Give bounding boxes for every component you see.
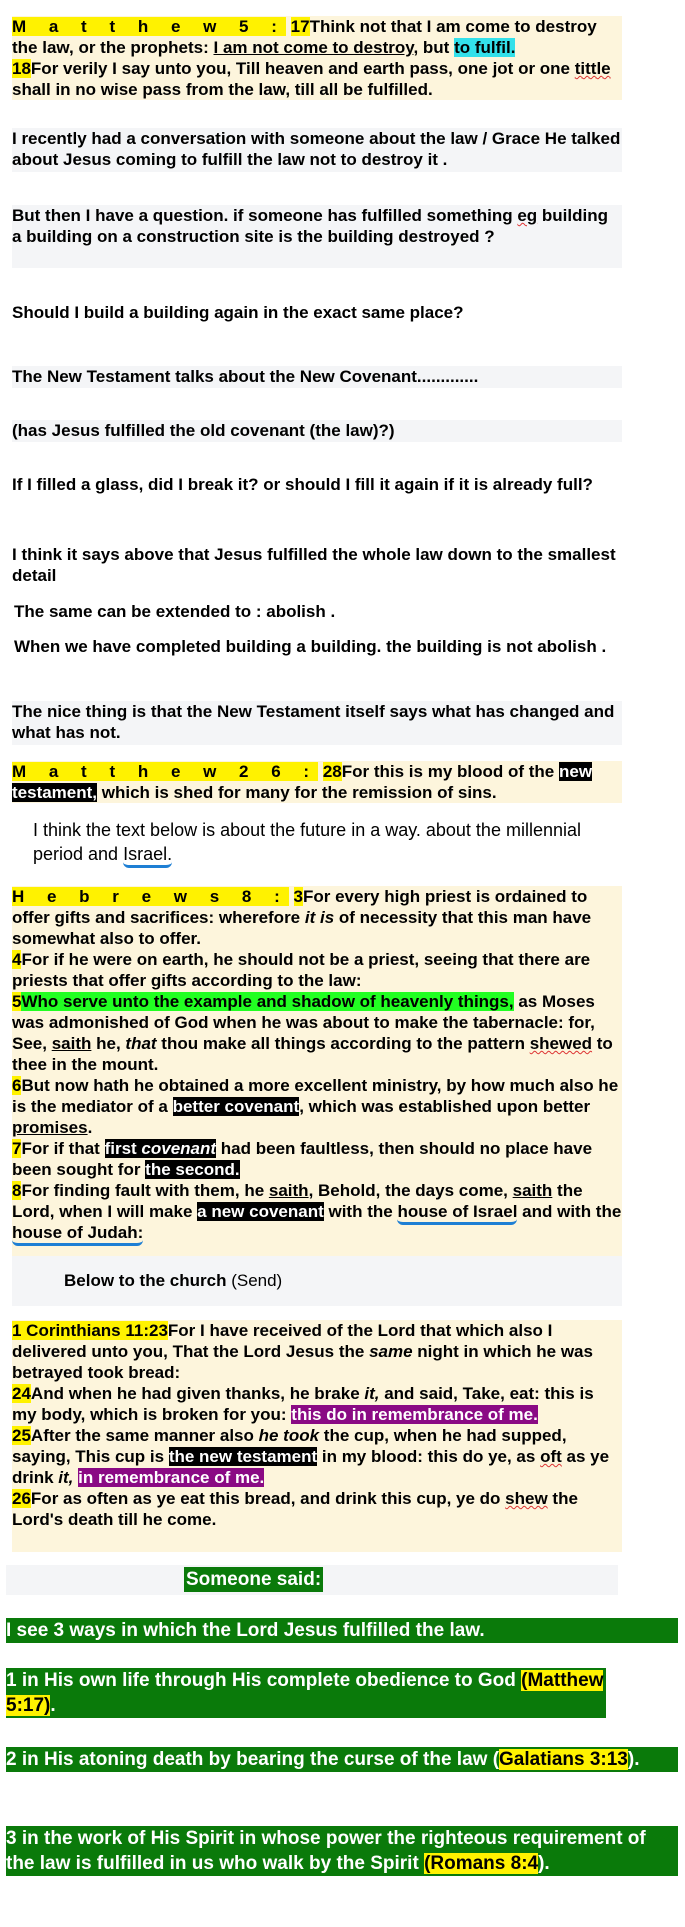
paragraph-conversation: I recently had a conversation with someone about the law / Grace He talked about Jesus coming to fulfill the law not to destroy it . xyxy=(12,128,622,172)
verse-text: in my blood: this do ye, as xyxy=(317,1447,541,1466)
verse-text: and with the xyxy=(517,1202,622,1221)
verse-italic: he took xyxy=(258,1426,320,1445)
verse-italic: that xyxy=(125,1034,157,1053)
green-text: ). xyxy=(627,1749,640,1770)
paragraph-text: building a building on a construction site is the building destroyed ? xyxy=(12,206,609,246)
verse-underlined: saith xyxy=(268,1181,309,1200)
verse-number: 3 xyxy=(293,887,303,906)
verse-underlined: saith xyxy=(512,1181,553,1200)
verse-text: shall in no wise pass from the law, till all be fulfilled. xyxy=(12,80,433,99)
verse-number: 18 xyxy=(12,59,31,78)
verse-number: 5 xyxy=(12,992,22,1011)
verse-number: 6 xyxy=(12,1076,22,1095)
someone-said-label: Someone said: xyxy=(186,1569,322,1590)
church-heading: Below to the church xyxy=(64,1271,227,1290)
highlight-new-covenant: a new covenant xyxy=(197,1202,324,1221)
highlight-new-testament: new testament, xyxy=(12,762,593,802)
green-text: 3 in the work of His Spirit in whose power the righteous requirement of the law is fulfilled in us who walk by the Spirit xyxy=(6,1828,646,1874)
verse-number: 26 xyxy=(12,1489,31,1508)
green-ref: (Romans 8:4 xyxy=(424,1853,539,1874)
verse-text: . xyxy=(87,1118,93,1137)
spelling-word: eg xyxy=(517,206,538,225)
verse-text: the Lord's death till he come. xyxy=(12,1489,578,1529)
verse-ref-hebrews-8: H e b r e w s 8 : xyxy=(12,887,289,906)
green-ref: Galatians 3:13 xyxy=(499,1749,628,1770)
green-line-1: I see 3 ways in which the Lord Jesus fulfilled the law. xyxy=(6,1618,678,1643)
verse-number: 7 xyxy=(12,1139,22,1158)
paragraph-smallest-detail: I think it says above that Jesus fulfilled the whole law down to the smallest detail xyxy=(12,545,616,585)
verse-text: of necessity that this man have somewhat also to offer. xyxy=(12,908,592,948)
spelling-word: shewed xyxy=(529,1034,593,1053)
verse-number: 24 xyxy=(12,1384,31,1403)
verse-underlined: saith xyxy=(51,1034,92,1053)
verse-text: For verily I say unto you, Till heaven and earth pass, one jot or one xyxy=(30,59,575,78)
paragraph-nice-thing: The nice thing is that the New Testament itself says what has changed and what has not. xyxy=(12,701,622,745)
green-ref: (Matthew 5:17) xyxy=(6,1670,604,1716)
verse-ref-corinthians-11: 1 Corinthians 11: xyxy=(12,1321,149,1340)
verse-underlined: promises xyxy=(12,1118,88,1137)
verse-text: night in which he was betrayed took bread: xyxy=(12,1342,593,1382)
verse-number: 4 xyxy=(12,950,22,969)
spelling-word: tittle xyxy=(574,59,611,78)
paragraph-abolish: The same can be extended to : abolish . xyxy=(14,602,336,621)
verse-text: he, xyxy=(91,1034,126,1053)
green-line-4 xyxy=(6,1826,678,1876)
highlight-remembrance: this do in remembrance of me. xyxy=(291,1405,538,1424)
verse-text: For if he were on earth, he should not be a priest, seeing that there are priests that offer gifts according to the law: xyxy=(12,950,591,990)
verse-text: as Moses was admonished of God when he was about to make the tabernacle: for, See, xyxy=(12,992,595,1053)
highlight-covenant: covenant xyxy=(141,1139,217,1158)
church-section xyxy=(12,1256,622,1306)
green-line-2 xyxy=(6,1668,606,1718)
green-text: 1 in His own life through His complete obedience to God xyxy=(6,1670,522,1691)
green-line-3 xyxy=(6,1747,678,1772)
verse-text: After the same manner also xyxy=(30,1426,259,1445)
verse-number: 28 xyxy=(322,762,342,781)
verse-text: But now hath he obtained a more excellent ministry, by how much also he is the mediator of a xyxy=(12,1076,619,1116)
note-israel: Israel. xyxy=(123,844,172,868)
verse-text: to thee in the mount. xyxy=(12,1034,613,1074)
verse-text: with the xyxy=(323,1202,398,1221)
verse-text: , which was established upon better xyxy=(299,1097,591,1116)
highlight-to-fulfil: to fulfil. xyxy=(454,38,516,57)
highlight-example-shadow: Who serve unto the example and shadow of heavenly things, xyxy=(21,992,514,1011)
verse-text: For as often as ye eat this bread, and drink this cup, ye do xyxy=(30,1489,506,1508)
verse-ref-matthew-5: M a t t h e w 5 : xyxy=(12,17,286,36)
verse-italic: it, xyxy=(58,1468,74,1487)
verse-text: , but xyxy=(413,38,455,57)
paragraph-completed-building: When we have completed building a building. the building is not abolish . xyxy=(14,637,607,656)
verse-text: thou make all things according to the pattern xyxy=(156,1034,530,1053)
verse-underlined: I am not come to destroy xyxy=(213,38,414,57)
note-future xyxy=(33,818,603,866)
highlight-the-second: the second. xyxy=(145,1160,240,1179)
verse-italic: it, xyxy=(364,1384,380,1403)
paragraph-old-covenant: (has Jesus fulfilled the old covenant (the law)?) xyxy=(12,420,622,442)
matthew-26-block xyxy=(12,761,622,803)
verse-number: 17 xyxy=(290,17,310,36)
verse-number: 8 xyxy=(12,1181,22,1200)
verse-text: the cup, when he had supped, saying, This cup is xyxy=(12,1426,567,1466)
paragraph-new-covenant: The New Testament talks about the New Covenant............. xyxy=(12,366,622,388)
hebrews-8-block xyxy=(12,886,622,1258)
house-of-israel: house of Israel xyxy=(397,1202,517,1225)
highlight-better-covenant: better covenant xyxy=(172,1097,300,1116)
verse-text: For every high priest is ordained to offer gifts and sacrifices: wherefore xyxy=(12,887,588,927)
verse-italic: it is xyxy=(304,908,335,927)
green-text: ). xyxy=(538,1853,550,1874)
verse-text: and said, Take, eat: this is my body, which is broken for you: xyxy=(12,1384,594,1424)
highlight-remembrance: in remembrance of me. xyxy=(78,1468,265,1487)
verse-number: 25 xyxy=(12,1426,31,1445)
verse-text: And when he had given thanks, he brake xyxy=(30,1384,365,1403)
paragraph-question xyxy=(12,205,622,268)
verse-text: as ye drink xyxy=(12,1447,610,1487)
verse-text: Think not that I am come to destroy the law, or the prophets: xyxy=(12,17,597,57)
verse-text: For if that xyxy=(21,1139,105,1158)
verse-text: had been faultless, then should no place have been sought for xyxy=(12,1139,593,1179)
paragraph-glass: If I filled a glass, did I break it? or should I fill it again if it is already full? xyxy=(12,475,593,494)
highlight-new-testament: the new testament xyxy=(168,1447,318,1466)
verse-ref-matthew-26: M a t t h e w 2 6 : xyxy=(12,762,319,781)
matthew-5-block xyxy=(12,16,622,100)
verse-text: For finding fault with them, he xyxy=(21,1181,269,1200)
green-text: . xyxy=(50,1695,56,1716)
spelling-word: shew xyxy=(505,1489,548,1508)
paragraph-build-again: Should I build a building again in the exact same place? xyxy=(12,303,464,322)
verse-text: which is shed for many for the remission of sins. xyxy=(97,783,497,802)
church-send: (Send) xyxy=(226,1271,283,1290)
verse-text: , Behold, the days come, xyxy=(308,1181,513,1200)
spelling-word: oft xyxy=(540,1447,562,1466)
verse-text: the Lord, when I will make xyxy=(12,1181,583,1221)
highlight-first: first xyxy=(104,1139,142,1158)
house-of-judah: house of Judah: xyxy=(12,1223,143,1246)
someone-said-row xyxy=(6,1565,618,1595)
verse-number: 23 xyxy=(148,1321,168,1340)
verse-text: For this is my blood of the xyxy=(341,762,559,781)
corinthians-11-block xyxy=(12,1320,622,1552)
paragraph-text: But then I have a question. if someone has fulfilled something xyxy=(12,206,518,225)
verse-text: For I have received of the Lord that which also I delivered unto you, That the Lord Jesus the xyxy=(12,1321,553,1361)
note-text: I think the text below is about the future in a way. about the millennial period and xyxy=(33,820,581,864)
green-text: 2 in His atoning death by bearing the curse of the law ( xyxy=(6,1749,500,1770)
verse-italic: same xyxy=(369,1342,413,1361)
